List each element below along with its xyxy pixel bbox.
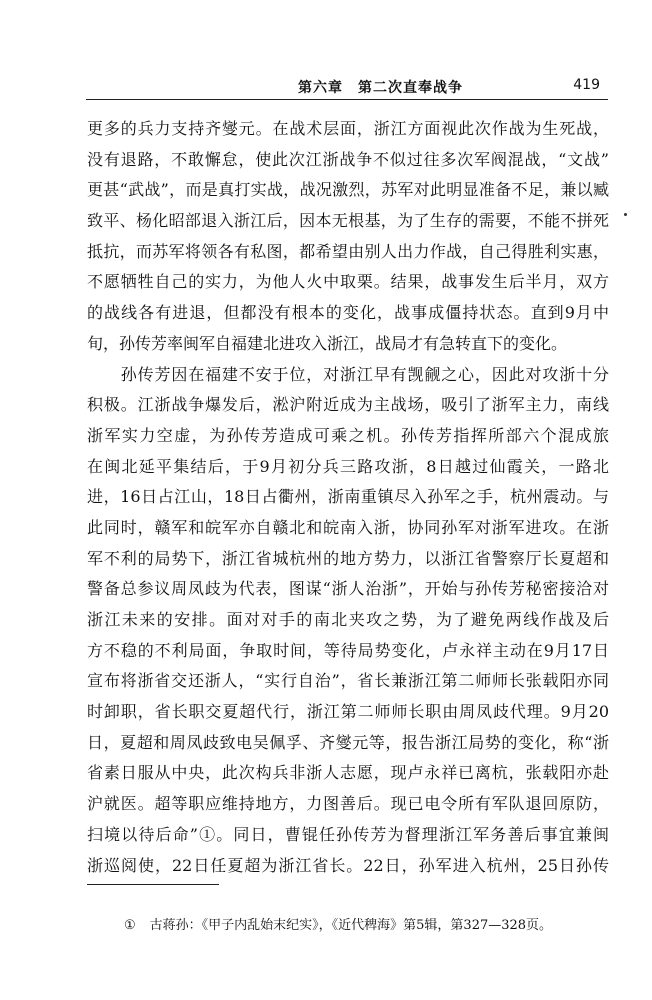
page-header [86, 71, 608, 100]
text-line: 沪就医。超等职应维持地方，力图善后。现已电令所有军队退回原防， [87, 794, 609, 814]
text-line: 致平、杨化昭部退入浙江后，因本无根基，为了生存的需要，不能不拼死 [87, 211, 609, 231]
footnote-marker: ① [124, 918, 136, 933]
footnote-rule [87, 884, 219, 885]
margin-dot [624, 213, 627, 216]
text-line: 宣布将浙省交还浙人，“实行自治”，省长兼浙江第二师师长张载阳亦同 [87, 671, 609, 691]
page-number: 419 [573, 77, 600, 93]
text-line: 进，16日占江山，18日占衢州，浙南重镇尽入孙军之手，杭州震动。与 [87, 487, 609, 507]
text-line: 浙巡阅使，22日任夏超为浙江省长。22日，孙军进入杭州，25日孙传 [87, 855, 609, 875]
text-line: 的战线各有进退，但都没有根本的变化，战事成僵持状态。直到9月中 [87, 303, 609, 323]
footnote [124, 914, 552, 933]
text-line: 孙传芳因在福建不安于位，对浙江早有觊觎之心，因此对攻浙十分 [87, 364, 609, 384]
text-line: 扫境以待后命”①。同日，曹锟任孙传芳为督理浙江军务善后事宜兼闽 [87, 824, 609, 844]
text-line: 积极。江浙战争爆发后，淞沪附近成为主战场，吸引了浙军主力，南线 [87, 395, 609, 415]
text-line: 警备总参议周凤歧为代表，图谋“浙人治浙”，开始与孙传芳秘密接洽对 [87, 579, 609, 599]
text-line: 此同时，赣军和皖军亦自赣北和皖南入浙，协同孙军对浙军进攻。在浙 [87, 517, 609, 537]
text-line: 日，夏超和周凤歧致电吴佩孚、齐燮元等，报告浙江局势的变化，称“浙 [87, 732, 609, 752]
footnote-text: 古蒋孙：《甲子内乱始末纪实》，《近代稗海》第5辑，第327—328页。 [149, 918, 553, 933]
text-line: 军不利的局势下，浙江省城杭州的地方势力，以浙江省警察厅长夏超和 [87, 548, 609, 568]
text-line: 旬，孙传芳率闽军自福建北进攻入浙江，战局才有急转直下的变化。 [87, 333, 568, 353]
text-line: 在闽北延平集结后，于9月初分兵三路攻浙，8日越过仙霞关，一路北 [87, 456, 609, 476]
text-line: 方不稳的不利局面，争取时间，等待局势变化，卢永祥主动在9月17日 [87, 640, 609, 660]
text-line: 更甚“武战”，而是真打实战，战况激烈，苏军对此明显准备不足，兼以臧 [87, 180, 609, 200]
text-line: 浙江未来的安排。面对对手的南北夹攻之势，为了避免两线作战及后 [87, 610, 609, 629]
body-text [87, 114, 609, 881]
text-line: 抵抗，而苏军将领各有私图，都希望由别人出力作战，自己得胜利实惠， [87, 241, 609, 261]
text-line: 省素日服从中央，此次构兵非浙人志愿，现卢永祥已离杭，张载阳亦赴 [87, 763, 609, 783]
chapter-title: 第六章 第二次直奉战争 [298, 80, 463, 96]
text-line: 更多的兵力支持齐燮元。在战术层面，浙江方面视此次作战为生死战， [87, 119, 609, 138]
text-line: 浙军实力空虚，为孙传芳造成可乘之机。孙传芳指挥所部六个混成旅 [87, 425, 609, 445]
text-line: 时卸职，省长职交夏超代行，浙江第二师师长职由周凤歧代理。9月20 [87, 702, 609, 722]
text-line: 不愿牺牲自己的实力，为他人火中取栗。结果，战事发生后半月，双方 [87, 272, 609, 292]
text-line: 没有退路，不敢懈怠，使此次江浙战争不似过往多次军阀混战，“文战” [87, 149, 609, 169]
